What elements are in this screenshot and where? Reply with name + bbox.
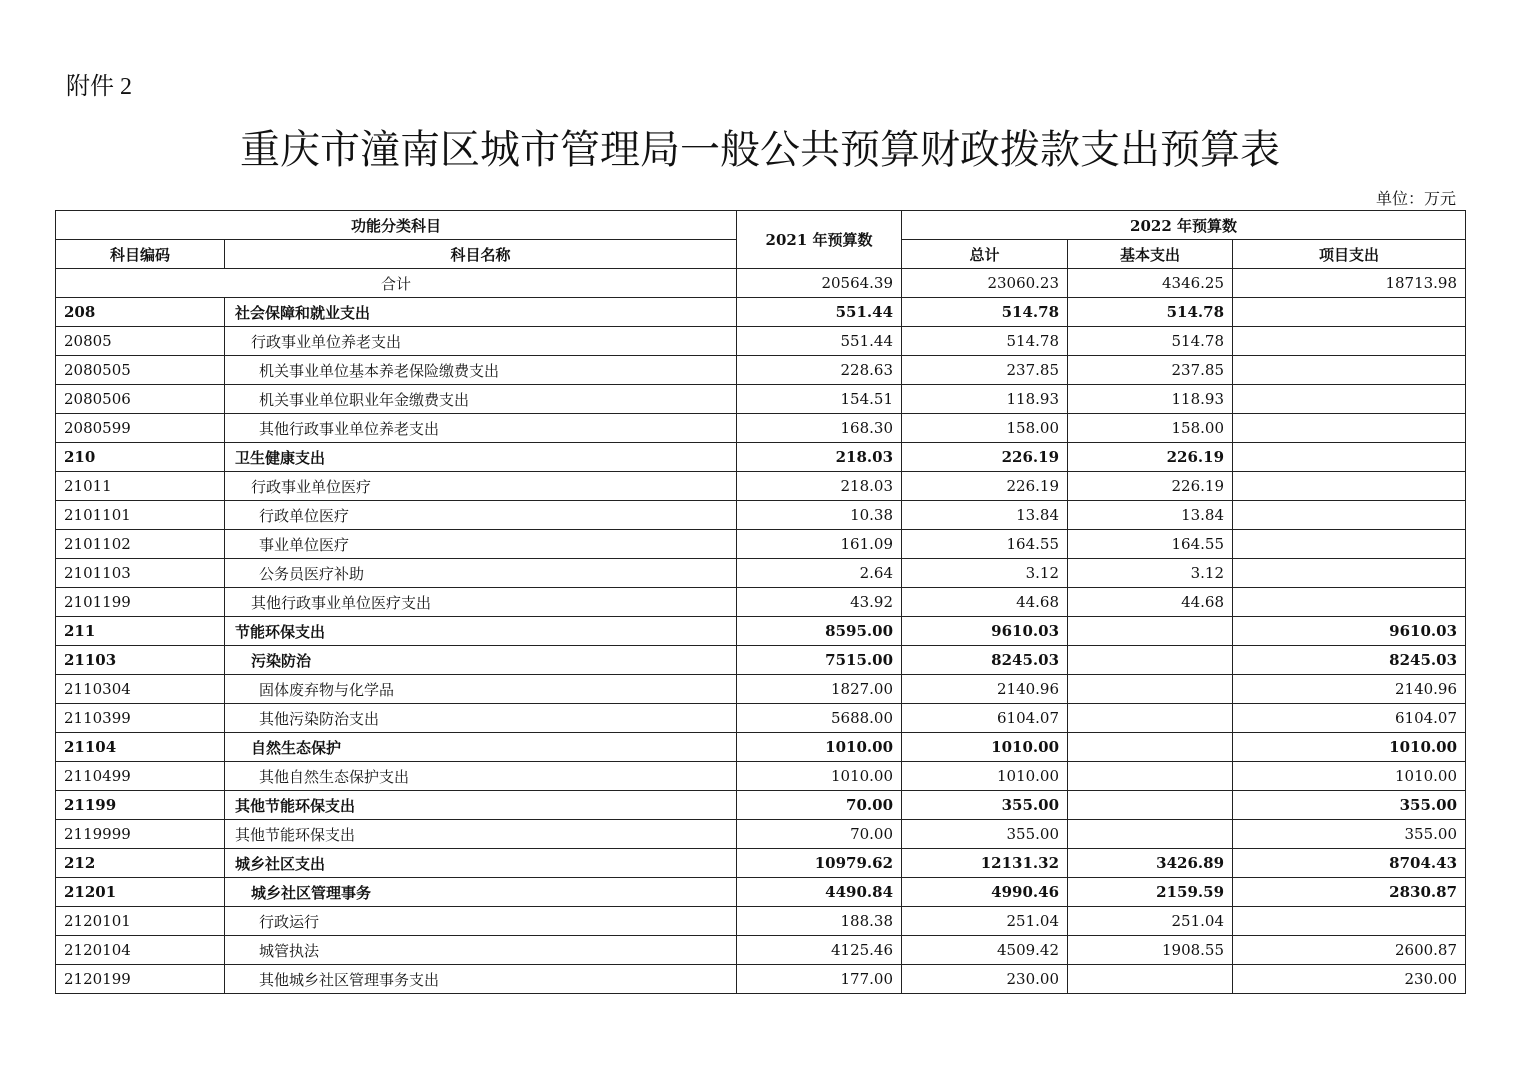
budget-table	[55, 210, 1466, 994]
row-code: 2101199	[56, 588, 225, 617]
total-row	[56, 269, 1466, 298]
row-basic: 1908.55	[1068, 936, 1233, 965]
row-basic: 3426.89	[1068, 849, 1233, 878]
row-total: 44.68	[902, 588, 1068, 617]
row-name: 事业单位医疗	[225, 530, 737, 559]
row-name: 其他节能环保支出	[225, 791, 737, 820]
row-name: 其他行政事业单位养老支出	[225, 414, 737, 443]
row-basic: 514.78	[1068, 327, 1233, 356]
total-basic: 4346.25	[1068, 269, 1233, 298]
row-2021: 5688.00	[737, 704, 902, 733]
row-project: 6104.07	[1233, 704, 1466, 733]
table-row	[56, 646, 1466, 675]
row-project	[1233, 530, 1466, 559]
row-2021: 10979.62	[737, 849, 902, 878]
row-basic: 164.55	[1068, 530, 1233, 559]
row-2021: 70.00	[737, 791, 902, 820]
row-project	[1233, 559, 1466, 588]
row-project: 2600.87	[1233, 936, 1466, 965]
row-code: 2080599	[56, 414, 225, 443]
row-code: 2110399	[56, 704, 225, 733]
row-project: 1010.00	[1233, 762, 1466, 791]
row-total: 237.85	[902, 356, 1068, 385]
row-code: 21103	[56, 646, 225, 675]
row-name: 其他节能环保支出	[225, 820, 737, 849]
row-basic	[1068, 704, 1233, 733]
row-total: 4509.42	[902, 936, 1068, 965]
table-row	[56, 588, 1466, 617]
row-2021: 4490.84	[737, 878, 902, 907]
row-2021: 218.03	[737, 472, 902, 501]
row-project: 1010.00	[1233, 733, 1466, 762]
total-total: 23060.23	[902, 269, 1068, 298]
row-code: 212	[56, 849, 225, 878]
row-basic: 44.68	[1068, 588, 1233, 617]
row-2021: 154.51	[737, 385, 902, 414]
row-basic: 237.85	[1068, 356, 1233, 385]
row-total: 355.00	[902, 820, 1068, 849]
row-name: 机关事业单位基本养老保险缴费支出	[225, 356, 737, 385]
row-project: 8704.43	[1233, 849, 1466, 878]
row-code: 2101101	[56, 501, 225, 530]
row-project: 2140.96	[1233, 675, 1466, 704]
row-code: 20805	[56, 327, 225, 356]
row-code: 2080505	[56, 356, 225, 385]
row-code: 211	[56, 617, 225, 646]
row-code: 208	[56, 298, 225, 327]
row-project	[1233, 327, 1466, 356]
row-2021: 188.38	[737, 907, 902, 936]
row-project: 8245.03	[1233, 646, 1466, 675]
row-name: 其他污染防治支出	[225, 704, 737, 733]
row-name: 公务员医疗补助	[225, 559, 737, 588]
row-project	[1233, 472, 1466, 501]
row-basic: 226.19	[1068, 472, 1233, 501]
row-project: 230.00	[1233, 965, 1466, 994]
row-2021: 43.92	[737, 588, 902, 617]
row-name: 城乡社区支出	[225, 849, 737, 878]
total-project: 18713.98	[1233, 269, 1466, 298]
table-row	[56, 443, 1466, 472]
row-name: 污染防治	[225, 646, 737, 675]
row-project	[1233, 414, 1466, 443]
row-2021: 8595.00	[737, 617, 902, 646]
row-2021: 70.00	[737, 820, 902, 849]
row-total: 2140.96	[902, 675, 1068, 704]
row-total: 514.78	[902, 327, 1068, 356]
table-row	[56, 530, 1466, 559]
row-total: 226.19	[902, 472, 1068, 501]
row-2021: 551.44	[737, 298, 902, 327]
total-label: 合计	[56, 269, 737, 298]
row-basic: 251.04	[1068, 907, 1233, 936]
header-name: 科目名称	[225, 240, 737, 269]
row-code: 2101102	[56, 530, 225, 559]
row-total: 4990.46	[902, 878, 1068, 907]
row-code: 2119999	[56, 820, 225, 849]
row-name: 社会保障和就业支出	[225, 298, 737, 327]
row-2021: 218.03	[737, 443, 902, 472]
row-name: 机关事业单位职业年金缴费支出	[225, 385, 737, 414]
header-function-group: 功能分类科目	[56, 211, 737, 240]
row-2021: 161.09	[737, 530, 902, 559]
row-code: 21201	[56, 878, 225, 907]
row-total: 1010.00	[902, 762, 1068, 791]
row-basic	[1068, 675, 1233, 704]
row-code: 2110499	[56, 762, 225, 791]
row-total: 230.00	[902, 965, 1068, 994]
row-basic: 13.84	[1068, 501, 1233, 530]
row-total: 8245.03	[902, 646, 1068, 675]
row-project	[1233, 385, 1466, 414]
row-2021: 1827.00	[737, 675, 902, 704]
table-row	[56, 936, 1466, 965]
table-row	[56, 878, 1466, 907]
table-row	[56, 907, 1466, 936]
table-row	[56, 965, 1466, 994]
header-basic: 基本支出	[1068, 240, 1233, 269]
table-row	[56, 762, 1466, 791]
row-total: 226.19	[902, 443, 1068, 472]
table-row	[56, 414, 1466, 443]
row-project	[1233, 588, 1466, 617]
table-row	[56, 385, 1466, 414]
row-project: 2830.87	[1233, 878, 1466, 907]
table-row	[56, 791, 1466, 820]
row-2021: 551.44	[737, 327, 902, 356]
table-row	[56, 820, 1466, 849]
page-title: 重庆市潼南区城市管理局一般公共预算财政拨款支出预算表	[240, 127, 1280, 173]
row-code: 2120101	[56, 907, 225, 936]
row-project: 355.00	[1233, 791, 1466, 820]
row-project: 355.00	[1233, 820, 1466, 849]
row-code: 210	[56, 443, 225, 472]
row-basic	[1068, 791, 1233, 820]
table-row	[56, 849, 1466, 878]
row-code: 21011	[56, 472, 225, 501]
row-code: 2110304	[56, 675, 225, 704]
row-basic: 3.12	[1068, 559, 1233, 588]
row-project: 9610.03	[1233, 617, 1466, 646]
table-row	[56, 733, 1466, 762]
table-row	[56, 327, 1466, 356]
total-2021: 20564.39	[737, 269, 902, 298]
row-total: 164.55	[902, 530, 1068, 559]
row-basic	[1068, 965, 1233, 994]
unit-label: 单位：万元	[1375, 189, 1456, 208]
row-code: 21104	[56, 733, 225, 762]
table-row	[56, 298, 1466, 327]
row-total: 355.00	[902, 791, 1068, 820]
row-name: 固体废弃物与化学品	[225, 675, 737, 704]
row-basic	[1068, 733, 1233, 762]
row-project	[1233, 298, 1466, 327]
row-total: 12131.32	[902, 849, 1068, 878]
row-name: 行政事业单位医疗	[225, 472, 737, 501]
table-row	[56, 559, 1466, 588]
row-name: 卫生健康支出	[225, 443, 737, 472]
row-2021: 228.63	[737, 356, 902, 385]
row-name: 其他自然生态保护支出	[225, 762, 737, 791]
row-code: 2120104	[56, 936, 225, 965]
row-total: 118.93	[902, 385, 1068, 414]
row-name: 城管执法	[225, 936, 737, 965]
row-total: 9610.03	[902, 617, 1068, 646]
row-code: 21199	[56, 791, 225, 820]
row-2021: 2.64	[737, 559, 902, 588]
row-name: 节能环保支出	[225, 617, 737, 646]
row-total: 1010.00	[902, 733, 1068, 762]
header-project: 项目支出	[1233, 240, 1466, 269]
row-basic	[1068, 820, 1233, 849]
row-total: 3.12	[902, 559, 1068, 588]
header-2022-group: 2022 年预算数	[902, 211, 1466, 240]
row-name: 其他城乡社区管理事务支出	[225, 965, 737, 994]
row-total: 251.04	[902, 907, 1068, 936]
row-total: 13.84	[902, 501, 1068, 530]
row-2021: 10.38	[737, 501, 902, 530]
row-2021: 168.30	[737, 414, 902, 443]
table-row	[56, 704, 1466, 733]
row-name: 行政单位医疗	[225, 501, 737, 530]
row-code: 2080506	[56, 385, 225, 414]
row-2021: 1010.00	[737, 762, 902, 791]
table-row	[56, 472, 1466, 501]
row-basic	[1068, 617, 1233, 646]
row-name: 城乡社区管理事务	[225, 878, 737, 907]
header-code: 科目编码	[56, 240, 225, 269]
row-project	[1233, 501, 1466, 530]
table-row	[56, 675, 1466, 704]
row-2021: 177.00	[737, 965, 902, 994]
row-basic: 118.93	[1068, 385, 1233, 414]
attachment-label: 附件 2	[66, 74, 132, 100]
row-total: 514.78	[902, 298, 1068, 327]
row-name: 行政运行	[225, 907, 737, 936]
table-row	[56, 617, 1466, 646]
row-code: 2120199	[56, 965, 225, 994]
row-basic	[1068, 762, 1233, 791]
row-name: 行政事业单位养老支出	[225, 327, 737, 356]
table-row	[56, 501, 1466, 530]
row-2021: 1010.00	[737, 733, 902, 762]
table-row	[56, 356, 1466, 385]
row-basic: 2159.59	[1068, 878, 1233, 907]
row-total: 6104.07	[902, 704, 1068, 733]
row-basic: 158.00	[1068, 414, 1233, 443]
row-name: 自然生态保护	[225, 733, 737, 762]
row-total: 158.00	[902, 414, 1068, 443]
row-project	[1233, 443, 1466, 472]
row-project	[1233, 907, 1466, 936]
row-basic	[1068, 646, 1233, 675]
row-2021: 7515.00	[737, 646, 902, 675]
header-2021-budget: 2021 年预算数	[737, 211, 902, 269]
header-total: 总计	[902, 240, 1068, 269]
row-basic: 514.78	[1068, 298, 1233, 327]
row-2021: 4125.46	[737, 936, 902, 965]
row-code: 2101103	[56, 559, 225, 588]
row-basic: 226.19	[1068, 443, 1233, 472]
row-project	[1233, 356, 1466, 385]
row-name: 其他行政事业单位医疗支出	[225, 588, 737, 617]
